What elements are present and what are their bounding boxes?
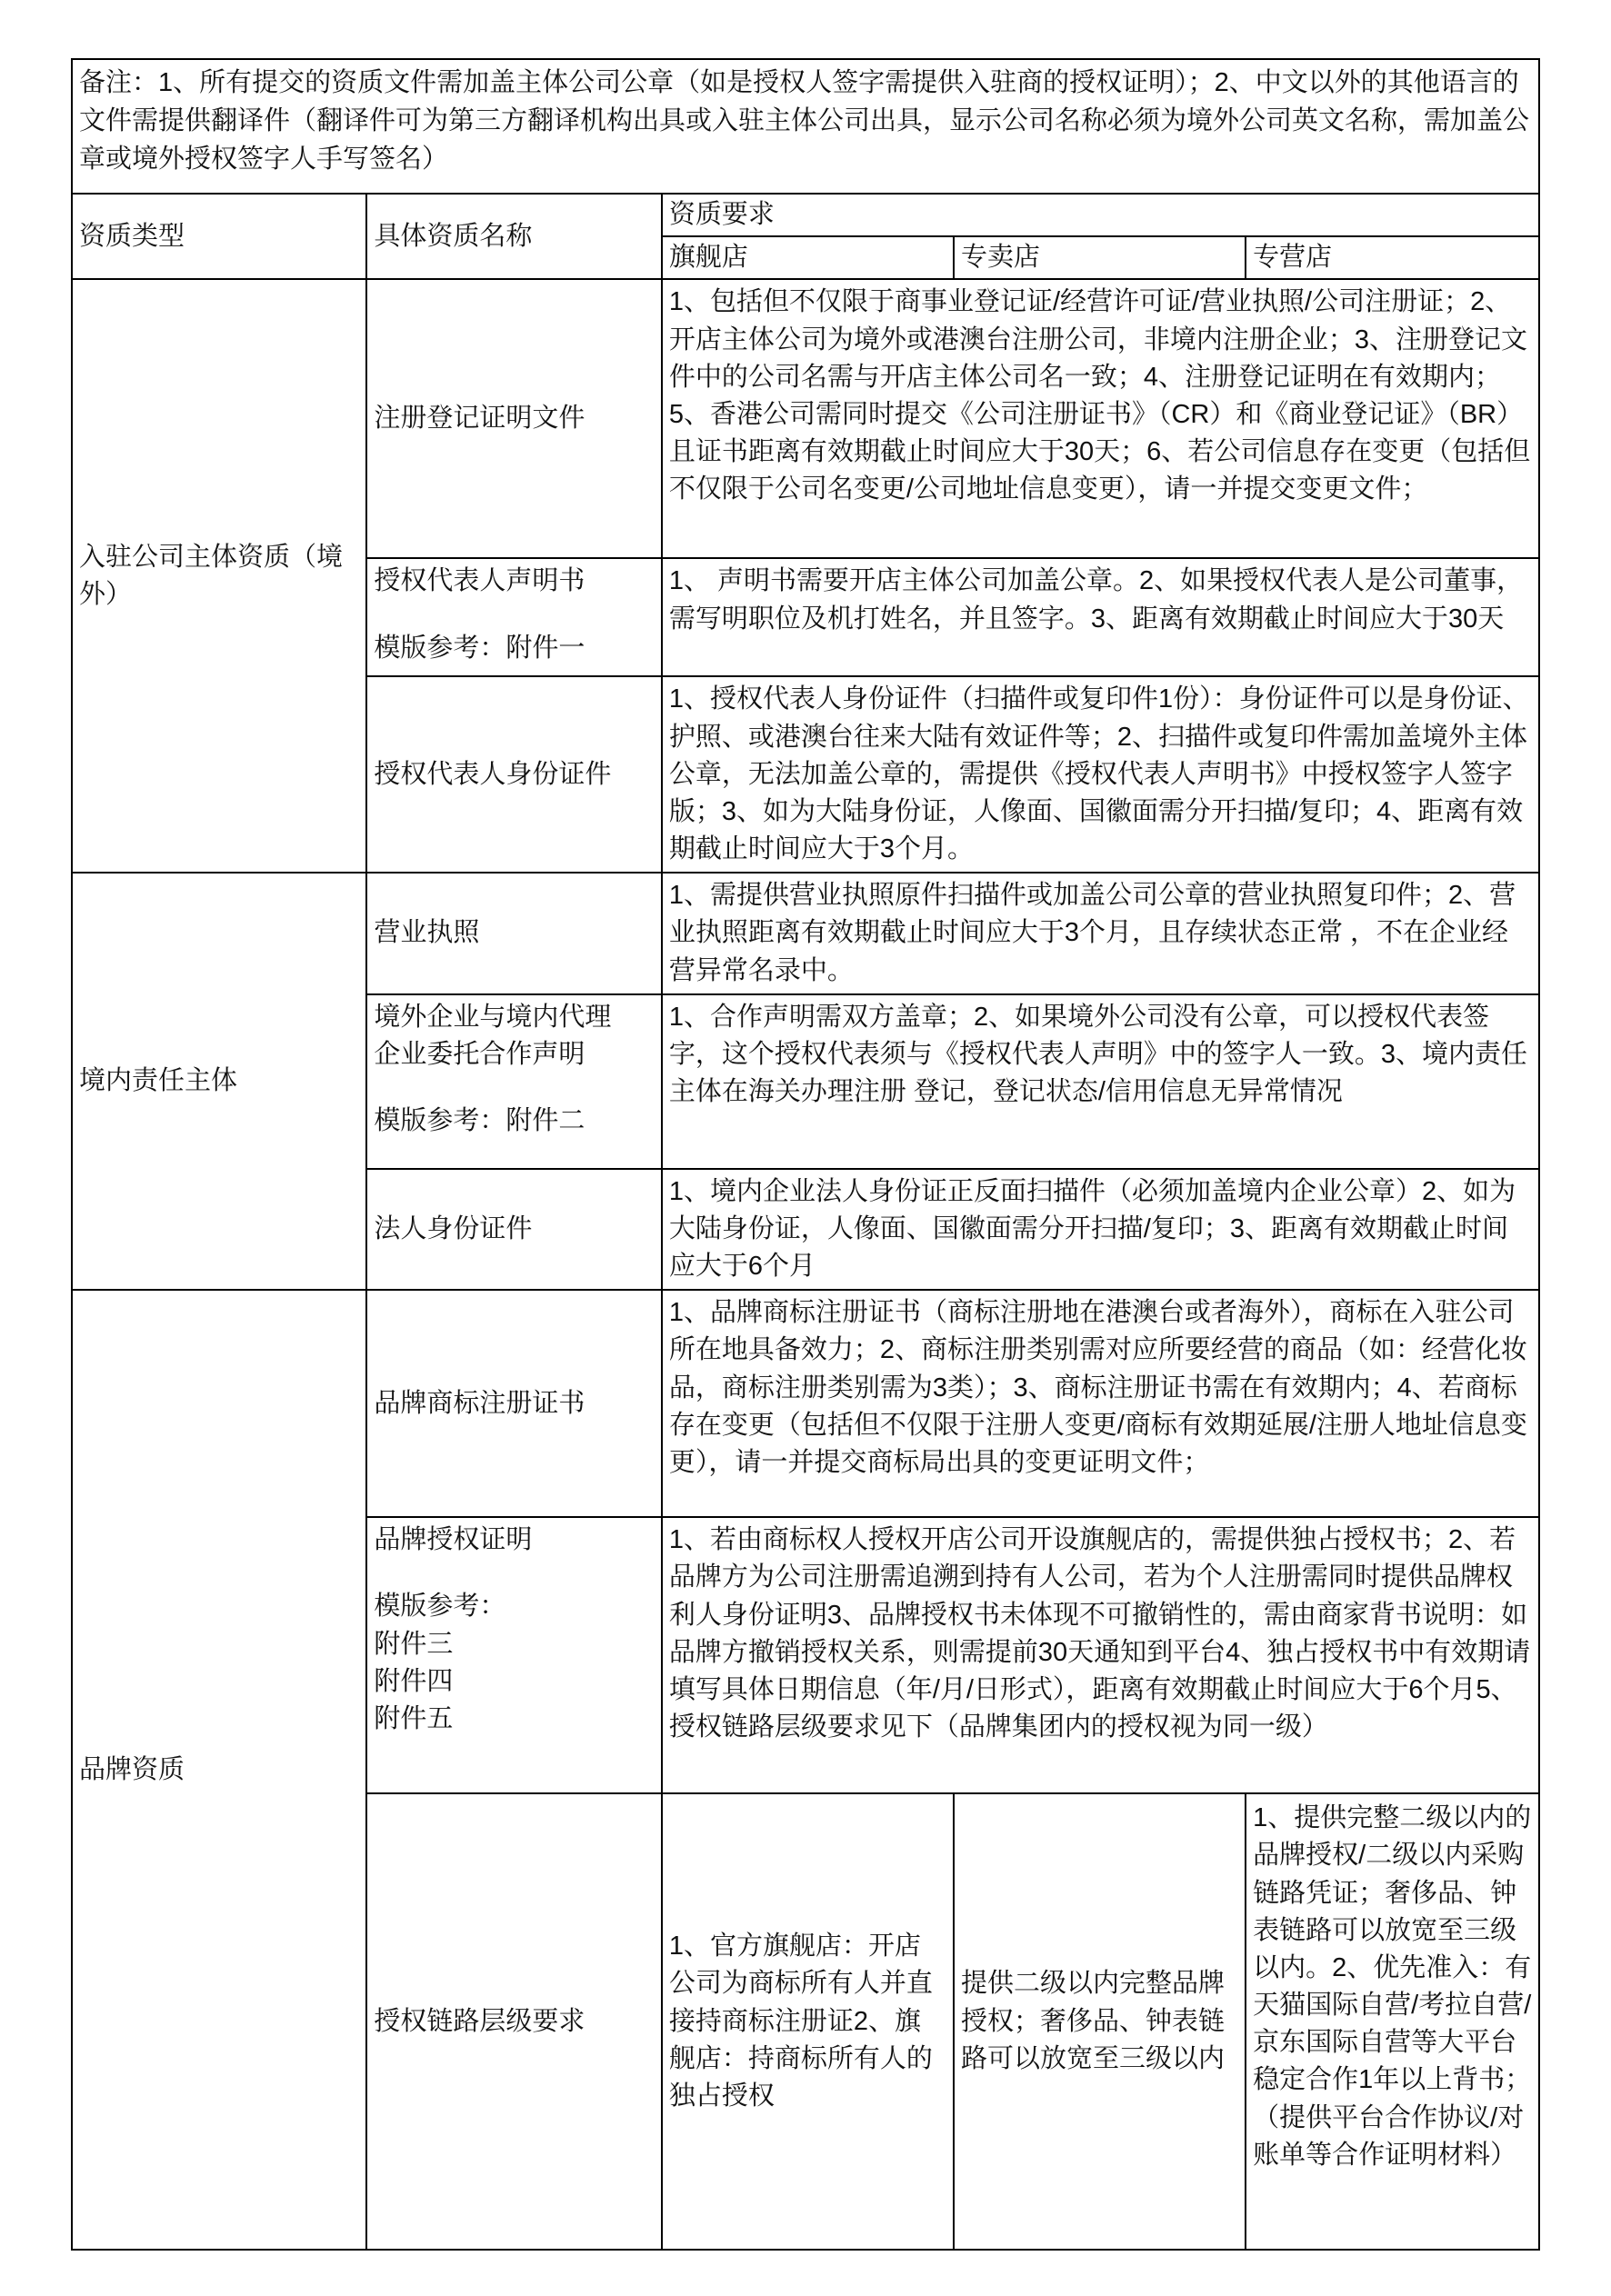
exclusive-authorization-chain-requirement: 1、提供完整二级以内的品牌授权/二级以内采购链路凭证；奢侈品、钟表链路可以放宽至三级以内。2、优先准入：有天猫国际自营/考拉自营/京东国际自营等大平台稳定合作1年以上背书；（提供平台合作协议/对账单等合作证明材料） (1246, 1793, 1539, 2250)
registration-document-requirement: 1、包括但不仅限于商事业登记证/经营许可证/营业执照/公司注册证；2、开店主体公司为境外或港澳台注册公司，非境内注册企业；3、注册登记文件中的公司名需与开店主体公司名一致；4、注册登记证明在有效期内；5、香港公司需同时提交《公司注册证书》（CR）和《商业登记证》（BR）且证书距离有效期截止时间应大于30天；6、若公司信息存在变更（包括但不仅限于公司名变更/公司地址信息变更），请一并提交变更文件； (662, 279, 1539, 558)
cooperation-statement-template-label: 模版参考：附件二 (374, 1106, 585, 1136)
representative-id-name: 授权代表人身份证件 (366, 676, 661, 873)
table-row (72, 279, 1539, 558)
registration-document-name: 注册登记证明文件 (366, 279, 661, 558)
representative-statement-name: 授权代表人声明书 (374, 566, 585, 596)
cooperation-statement-name-cell (366, 994, 661, 1169)
qualification-requirements-header: 资质要求 (662, 194, 1539, 236)
document-note: 备注：1、所有提交的资质文件需加盖主体公司公章（如是授权人签字需提供入驻商的授权证明）；2、中文以外的其他语言的文件需提供翻译件（翻译件可为第三方翻译机构出具或入驻主体公司出具，显示公司名称必须为境外公司英文名称，需加盖公章或境外授权签字人手写签名） (72, 59, 1539, 194)
cooperation-statement-name-line-1: 境外企业与境内代理 (374, 1002, 612, 1032)
legal-id-name: 法人身份证件 (366, 1169, 661, 1291)
qualification-name-header: 具体资质名称 (366, 194, 661, 279)
representative-statement-name-cell (366, 558, 661, 676)
attachment-five-label: 附件五 (374, 1703, 454, 1733)
representative-statement-template-label: 模版参考：附件一 (374, 633, 585, 663)
brand-authorization-name: 品牌授权证明 (374, 1525, 533, 1555)
brand-authorization-template-label: 模版参考： (374, 1592, 506, 1622)
representative-id-requirement: 1、授权代表人身份证件（扫描件或复印件1份）：身份证件可以是身份证、护照、或港澳台往来大陆有效证件等；2、扫描件或复印件需加盖境外主体公章，无法加盖公章的，需提供《授权代表人声明书》中授权签字人签字版；3、如为大陆身份证，人像面、国徽面需分开扫描/复印；4、距离有效期截止时间应大于3个月。 (662, 676, 1539, 873)
trademark-certificate-name: 品牌商标注册证书 (366, 1290, 661, 1517)
domestic-responsible-group: 境内责任主体 (72, 873, 366, 1290)
brand-authorization-requirement: 1、若由商标权人授权开店公司开设旗舰店的，需提供独占授权书；2、若品牌方为公司注册需追溯到持有人公司，若为个人注册需同时提供品牌权利人身份证明3、品牌授权书未体现不可撤销性的，需由商家背书说明：如品牌方撤销授权关系，则需提前30天通知到平台4、独占授权书中有效期请填写具体日期信息（年/月/日形式），距离有效期截止时间应大于6个月5、授权链路层级要求见下（品牌集团内的授权视为同一级） (662, 1517, 1539, 1793)
cooperation-statement-requirement: 1、合作声明需双方盖章；2、如果境外公司没有公章，可以授权代表签字，这个授权代表须与《授权代表人声明》中的签字人一致。3、境内责任主体在海关办理注册 登记，登记状态/信用信息无异常情况 (662, 994, 1539, 1169)
specialty-store-header: 专卖店 (954, 236, 1246, 279)
flagship-store-header: 旗舰店 (662, 236, 954, 279)
representative-statement-requirement: 1、 声明书需要开店主体公司加盖公章。2、如果授权代表人是公司董事，需写明职位及机打姓名，并且签字。3、距离有效期截止时间应大于30天 (662, 558, 1539, 676)
qualification-requirements-table (71, 58, 1540, 2251)
authorization-chain-name: 授权链路层级要求 (366, 1793, 661, 2250)
business-license-requirement: 1、需提供营业执照原件扫描件或加盖公司公章的营业执照复印件；2、营业执照距离有效期截止时间应大于3个月，且存续状态正常 ，不在企业经营异常名录中。 (662, 873, 1539, 994)
cooperation-statement-name-line-2: 企业委托合作声明 (374, 1039, 585, 1069)
table-row (72, 873, 1539, 994)
flagship-authorization-chain-requirement: 1、官方旗舰店：开店公司为商标所有人并直接持商标注册证2、旗舰店：持商标所有人的独占授权 (662, 1793, 954, 2250)
specialty-authorization-chain-requirement: 提供二级以内完整品牌授权；奢侈品、钟表链路可以放宽至三级以内 (954, 1793, 1246, 2250)
qualification-type-header: 资质类型 (72, 194, 366, 279)
exclusive-store-header: 专营店 (1246, 236, 1539, 279)
note-row (72, 59, 1539, 194)
table-row (72, 1290, 1539, 1517)
business-license-name: 营业执照 (366, 873, 661, 994)
trademark-certificate-requirement: 1、品牌商标注册证书（商标注册地在港澳台或者海外），商标在入驻公司所在地具备效力；2、商标注册类别需对应所要经营的商品（如：经营化妆品，商标注册类别需为3类）；3、商标注册证书需在有效期内；4、若商标存在变更（包括但不仅限于注册人变更/商标有效期延展/注册人地址信息变更），请一并提交商标局出具的变更证明文件； (662, 1290, 1539, 1517)
table-header-row-1 (72, 194, 1539, 236)
attachment-four-label: 附件四 (374, 1666, 454, 1696)
legal-id-requirement: 1、境内企业法人身份证正反面扫描件（必须加盖境内企业公章）2、如为大陆身份证，人像面、国徽面需分开扫描/复印；3、距离有效期截止时间应大于6个月 (662, 1169, 1539, 1291)
entity-qualification-group: 入驻公司主体资质（境外） (72, 279, 366, 873)
attachment-three-label: 附件三 (374, 1629, 454, 1659)
brand-qualification-group: 品牌资质 (72, 1290, 366, 2250)
brand-authorization-name-cell (366, 1517, 661, 1793)
